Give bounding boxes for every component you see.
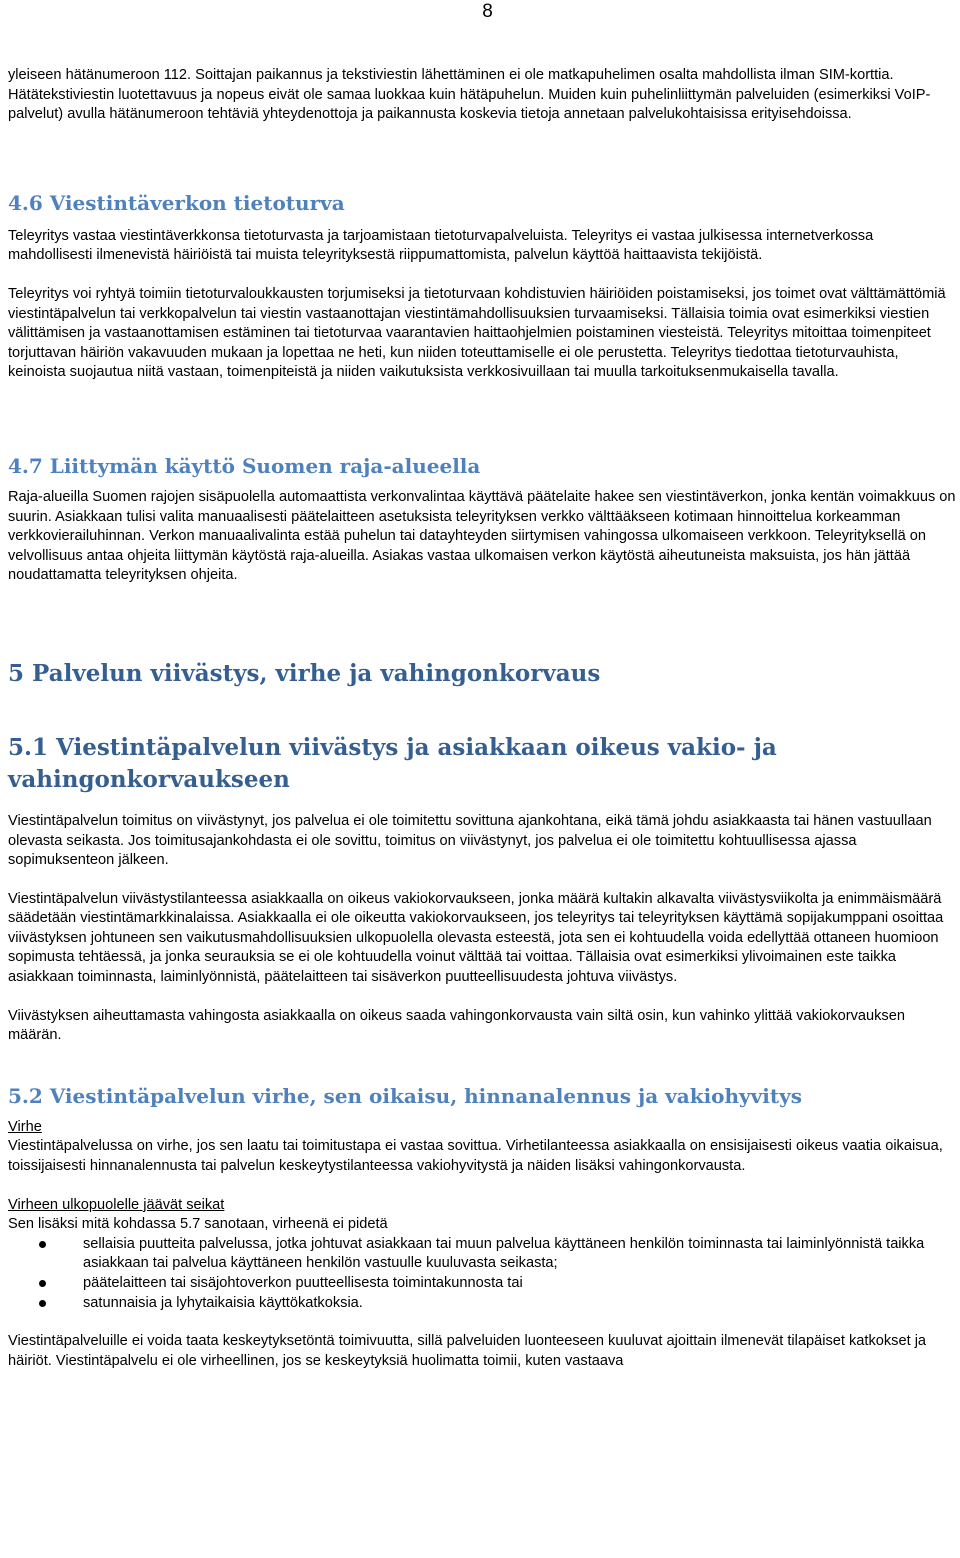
bullet-icon: [39, 1300, 46, 1307]
bullet-icon: [39, 1280, 46, 1287]
document-body: [8, 66, 958, 1371]
subheading-virhe: Virhe: [8, 1118, 42, 1135]
list-item: päätelaitteen tai sisäjohtoverkon puutteellisesta toimintakunnosta tai: [8, 1274, 958, 1294]
paragraph-4-6-2: Teleyritys voi ryhtyä toimiin tietoturvaloukkausten torjumiseksi ja tietoturvaan kohdistuvien häiriöiden poistamiseksi, jos toimet ovat välttämättömiä viestintäpalvelun tai verkkopalvelun tai viestin vastaanottajan viestintämahdollisuuksien turvaamiseksi. Tällaisia toimia ovat esimerkiksi viestien välittämisen ja vastaanottamisen estäminen tai tietoturvaa vaarantavien haittaohjelmien poistaminen viesteistä. Teleyritys mitoittaa toimenpiteet torjuttavan häiriön vakavuuden mukaan ja lopettaa ne heti, kun niiden toteuttamiselle ei ole perustetta. Teleyritys tiedottaa tietoturvauhista, keinoista suojautua niitä vastaan, toimenpiteistä ja niiden vaikutuksista verkkosivuillaan tai muulla tarkoituksenmukaisella tavalla.: [8, 285, 946, 381]
paragraph-virhe: Viestintäpalvelussa on virhe, jos sen laatu tai toimitustapa ei vastaa sovittua. Virhetilanteessa asiakkaalla on ensisijaisesti oikeus vaatia oikaisua, toissijaisesti hinnanalennusta tai palvelun keskeytystilanteessa vakiohyvitystä ja näiden lisäksi vahingonkorvausta.: [8, 1138, 943, 1175]
paragraph-4-7: Raja-alueilla Suomen rajojen sisäpuolella automaattista verkonvalintaa käyttävä päätelaite hakee sen viestintäverkon, jonka kentän voimakkuus on suurin. Asiakkaan tulisi valita manuaalisesti päätelaitteen asetuksista teleyrityksen verkko välttääkseen kotimaan hinnoittelua korkeamman verkkovierailuhinnan. Verkon manuaalivalinta estää puhelun tai datayhteyden siirtymisen vahingossa ulkomaiseen verkkoon. Teleyrityksellä on velvollisuus antaa ohjeita liittymän käytöstä raja-alueilla. Asiakas vastaa ulkomaisen verkon käytöstä aiheutuneista maksuista, jos hän jättää noudattamatta teleyrityksen ohjeita.: [8, 488, 956, 584]
paragraph-intro: yleiseen hätänumeroon 112. Soittajan paikannus ja tekstiviestin lähettäminen ei ole matkapuhelimen osalta mahdollista ilman SIM-korttia. Hätätekstiviestin luotettavuus ja nopeus eivät ole samaa luokkaa kuin hätäpuhelun. Muiden kuin puhelinliittymän palveluiden (esimerkiksi VoIP-palvelut) avulla hätänumeroon tehtäviä yhteydenottoja ja paikannusta koskevia tietoja annetaan palvelukohtaisissa erityisehdoissa.: [8, 67, 931, 123]
bullet-icon: [39, 1241, 46, 1248]
list-item: satunnaisia ja lyhytaikaisia käyttökatkoksia.: [8, 1294, 958, 1314]
paragraph-last: Viestintäpalveluille ei voida taata keskeytyksetöntä toimivuutta, sillä palveluiden luonteeseen kuuluvat ajoittain ilmenevät tilapäiset katkokset ja häiriöt. Viestintäpalvelu ei ole virheellinen, jos se keskeytyksiä huolimatta toimii, kuten vastaava: [8, 1333, 927, 1369]
paragraph-4-6-1: Teleyritys vastaa viestintäverkkonsa tietoturvasta ja tarjoamistaan tietoturvapalveluista. Teleyritys ei vastaa julkisessa internetverkossa mahdollisesti ilmenevistä häiriöistä tai muista teleyrityksestä riippumattomista, palvelun käyttöä haittaavista tekijöistä.: [8, 227, 874, 264]
heading-5: 5 Palvelun viivästys, virhe ja vahingonkorvaus: [8, 659, 601, 687]
heading-5-2: 5.2 Viestintäpalvelun virhe, sen oikaisu, hinnanalennus ja vakiohyvitys: [8, 1083, 803, 1108]
heading-5-1: 5.1 Viestintäpalvelun viivästys ja asiakkaan oikeus vakio- ja vahingonkorvaukseen: [8, 733, 777, 793]
paragraph-5-1-1: Viestintäpalvelun toimitus on viivästynyt, jos palvelua ei ole toimitettu sovittuna ajankohtana, eikä tämä johdu asiakkaasta tai hänen vastuullaan olevasta seikasta. Jos toimitusajankohdasta ei ole sovittu, toimitus on viivästynyt, jos palvelua ei ole toimitettu kohtuullisessa ajassa sopimuksenteon jälkeen.: [8, 812, 932, 869]
paragraph-ulkopuoliset-intro: Sen lisäksi mitä kohdassa 5.7 sanotaan, virheenä ei pidetä: [8, 1216, 388, 1233]
page-number: 8: [482, 1, 493, 22]
exclusions-list: [8, 1235, 958, 1313]
paragraph-5-1-3: Viivästyksen aiheuttamasta vahingosta asiakkaalla on oikeus saada vahingonkorvausta vain siltä osin, kun vahinko ylittää vakiokorvauksen määrän.: [8, 1007, 905, 1044]
heading-4-6: 4.6 Viestintäverkon tietoturva: [8, 190, 345, 215]
heading-4-7: 4.7 Liittymän käyttö Suomen raja-alueella: [8, 453, 481, 478]
subheading-ulkopuoliset: Virheen ulkopuolelle jäävät seikat: [8, 1196, 225, 1213]
paragraph-5-1-2: Viestintäpalvelun viivästystilanteessa asiakkaalla on oikeus vakiokorvaukseen, jonka määrä kultakin alkavalta viivästysviikolta ja enimmäismäärä säädetään viestintämarkkinalaissa. Asiakkaalla ei ole oikeutta vakiokorvaukseen, jos teleyritys tai teleyrityksen käyttämä sopijakumppani osoittaa viivästyksen johtuneen sen vaikutusmahdollisuuksien ulkopuolella olevasta esteestä, jota sen ei kohtuudella voida edellyttää ottaneen huomioon sopimusta tehtäessä, ja jonka seurauksia se ei ole kohtuudella voinut välttää tai voittaa. Tällaisia ovat esimerkiksi ylivoimainen este taikka asiakkaan toiminnasta, laiminlyönnistä, päätelaitteen tai sisäverkon puutteellisuudesta johtuva viivästys.: [8, 890, 944, 986]
list-item: sellaisia puutteita palvelussa, jotka johtuvat asiakkaan tai muun palvelua käyttäneen henkilön toiminnasta tai laiminlyönnistä taikka asiakkaan tai palvelua käyttäneen henkilön vastuulle kuuluvasta seikasta;: [8, 1235, 958, 1274]
